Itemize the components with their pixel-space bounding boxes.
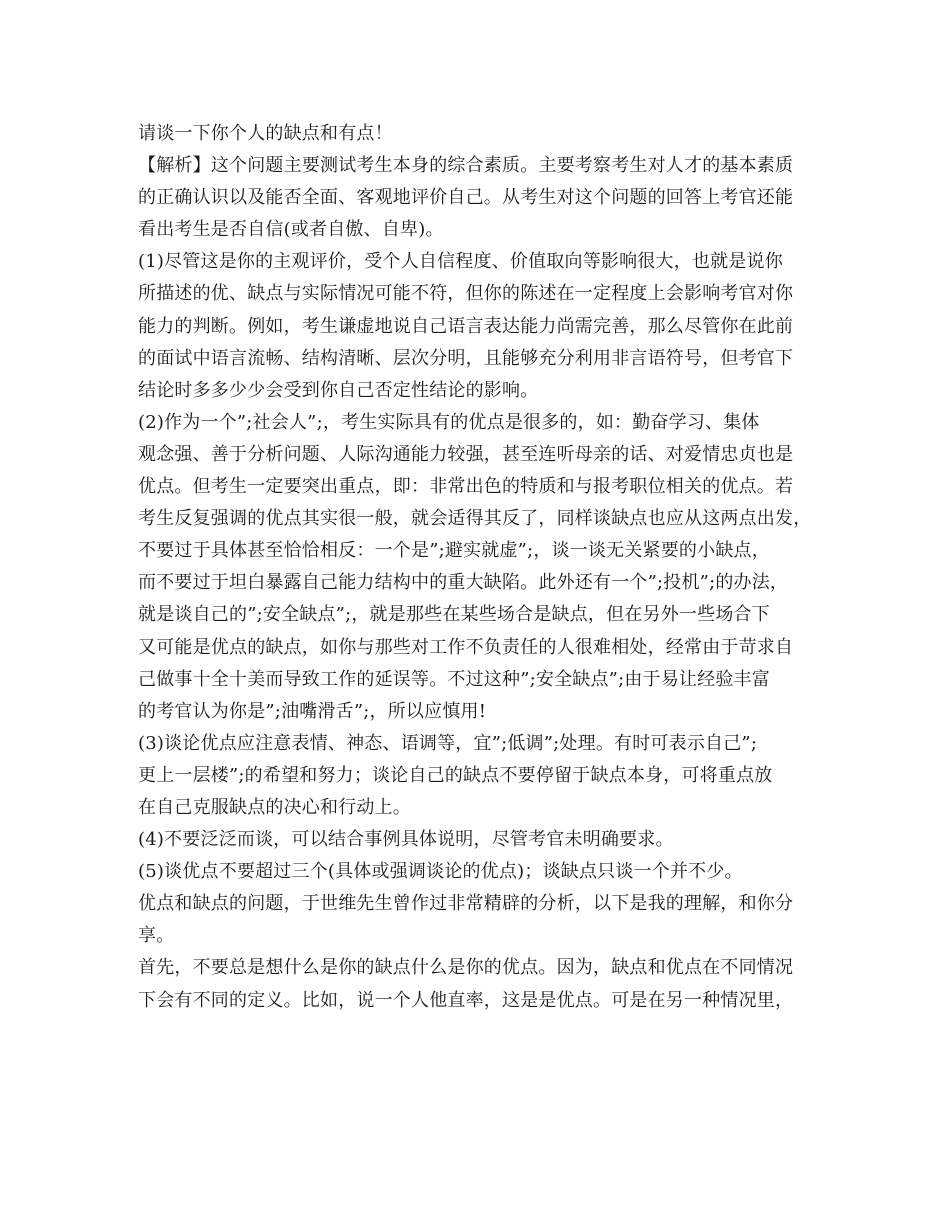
text-line: 又可能是优点的缺点，如你与那些对工作不负责任的人很难相处，经常由于苛求自 bbox=[138, 636, 794, 658]
text-line: (3)谈论优点应注意表情、神态、语调等，宜”;低调”;处理。有时可表示自己”; bbox=[138, 732, 758, 754]
text-line: 己做事十全十美而导致工作的延误等。不过这种”;安全缺点”;由于易让经验丰富 bbox=[138, 668, 770, 690]
text-line: 看出考生是否自信(或者自傲、自卑)。 bbox=[138, 219, 444, 241]
text-line: 的正确认识以及能否全面、客观地评价自己。从考生对这个问题的回答上考官还能 bbox=[138, 187, 794, 209]
text-line: 在自己克服缺点的决心和行动上。 bbox=[138, 796, 411, 818]
document-body bbox=[138, 118, 828, 1017]
text-line: 优点和缺点的问题，于世维先生曾作过非常精辟的分析，以下是我的理解，和你分 bbox=[138, 893, 794, 915]
text-line: 不要过于具体甚至恰恰相反：一个是”;避实就虚”;，谈一谈无关紧要的小缺点， bbox=[138, 540, 770, 562]
text-line: 所描述的优、缺点与实际情况可能不符，但你的陈述在一定程度上会影响考官对你 bbox=[138, 283, 794, 305]
text-line: 享。 bbox=[138, 925, 175, 947]
document-title: 请谈一下你个人的缺点和有点！ bbox=[138, 123, 393, 144]
text-line: (2)作为一个”;社会人”;，考生实际具有的优点是很多的，如：勤奋学习、集体 bbox=[138, 411, 760, 433]
text-line: 考生反复强调的优点其实很一般，就会适得其反了，同样谈缺点也应从这两点出发， bbox=[138, 508, 812, 530]
text-line: 下会有不同的定义。比如，说一个人他直率，这是是优点。可是在另一种情况里， bbox=[138, 989, 794, 1011]
text-line: 能力的判断。例如，考生谦虚地说自己语言表达能力尚需完善，那么尽管你在此前 bbox=[138, 315, 794, 337]
text-line: 首先，不要总是想什么是你的缺点什么是你的优点。因为，缺点和优点在不同情况 bbox=[138, 957, 794, 979]
text-line: 【解析】这个问题主要测试考生本身的综合素质。主要考察考生对人才的基本素质 bbox=[138, 155, 794, 177]
text-line: (1)尽管这是你的主观评价，受个人自信程度、价值取向等影响很大，也就是说你 bbox=[138, 251, 783, 273]
text-line: 的考官认为你是”;油嘴滑舌”;，所以应慎用! bbox=[138, 700, 487, 722]
text-line: 就是谈自己的”;安全缺点”;，就是那些在某些场合是缺点，但在另外一些场合下 bbox=[138, 604, 770, 626]
text-line: (5)谈优点不要超过三个(具体或强调谈论的优点)；谈缺点只谈一个并不少。 bbox=[138, 861, 743, 883]
text-line: 优点。但考生一定要突出重点，即：非常出色的特质和与报考职位相关的优点。若 bbox=[138, 476, 794, 498]
text-line: (4)不要泛泛而谈，可以结合事例具体说明，尽管考官未明确要求。 bbox=[138, 829, 674, 851]
text-line: 结论时多多少少会受到你自己否定性结论的影响。 bbox=[138, 379, 539, 401]
text-line: 更上一层楼”;的希望和努力；谈论自己的缺点不要停留于缺点本身，可将重点放 bbox=[138, 764, 773, 786]
text-line: 观念强、善于分析问题、人际沟通能力较强，甚至连听母亲的话、对爱情忠贞也是 bbox=[138, 443, 794, 465]
text-line: 的面试中语言流畅、结构清晰、层次分明，且能够充分利用非言语符号，但考官下 bbox=[138, 347, 794, 369]
text-line: 而不要过于坦白暴露自己能力结构中的重大缺陷。此外还有一个”;投机”;的办法， bbox=[138, 572, 789, 594]
